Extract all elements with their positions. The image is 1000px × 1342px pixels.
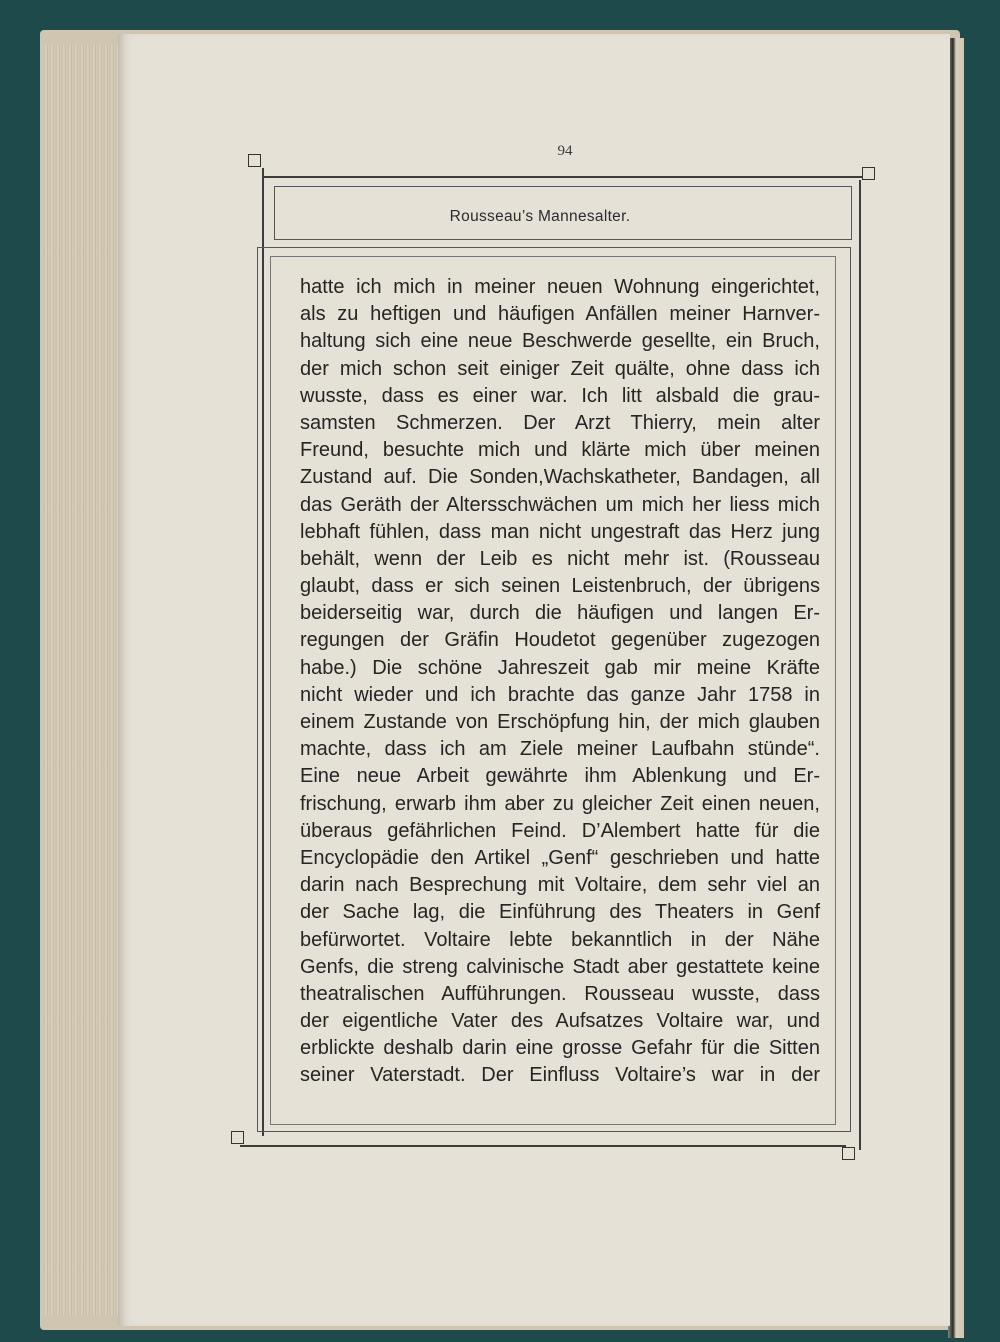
text-line: lebhaft fühlen, dass man nicht ungestraft das Herz jung xyxy=(300,520,820,543)
text-line: als zu heftigen und häufigen Anfällen meiner Harnver- xyxy=(300,303,820,326)
text-line: erblickte deshalb darin eine grosse Gefahr für die Sitten xyxy=(300,1037,820,1060)
text-line: das Geräth der Altersschwächen um mich her liess mich xyxy=(300,493,820,516)
text-line: theatralischen Aufführungen. Rousseau wusste, dass xyxy=(300,982,820,1005)
text-line: der eigentliche Vater des Aufsatzes Voltaire war, und xyxy=(300,1010,820,1033)
text-line: befürwortet. Voltaire lebte bekanntlich in der Nähe xyxy=(300,928,820,951)
text-line: überaus gefährlichen Feind. D’Alembert hatte für die xyxy=(300,819,820,842)
text-line: Encyclopädie den Artikel „Genf“ geschrieben und hatte xyxy=(300,846,820,869)
text-line: behält, wenn der Leib es nicht mehr ist. (Rousseau xyxy=(300,547,820,570)
text-line: haltung sich eine neue Beschwerde gesellte, ein Bruch, xyxy=(300,330,820,353)
frame-top-rule xyxy=(262,176,868,178)
corner-ornament-bottom-right xyxy=(842,1147,855,1160)
text-line: Genfs, die streng calvinische Stadt aber gestattete keine xyxy=(300,955,820,978)
text-line: beiderseitig war, durch die häufigen und langen Er- xyxy=(300,602,820,625)
corner-ornament-bottom-left xyxy=(231,1131,244,1144)
text-line: hatte ich mich in meiner neuen Wohnung eingerichtet, xyxy=(300,276,820,298)
text-line: wusste, dass es einer war. Ich litt alsbald die grau- xyxy=(300,384,820,407)
facing-page-edge xyxy=(948,38,964,1338)
text-line: der Sache lag, die Einführung des Theaters in Genf xyxy=(300,901,820,924)
text-line: glaubt, dass er sich seinen Leistenbruch, der übrigens xyxy=(300,575,820,598)
text-line: machte, dass ich am Ziele meiner Laufbahn stünde“. xyxy=(300,738,820,761)
text-line: einem Zustande von Erschöpfung hin, der mich glauben xyxy=(300,711,820,733)
text-line: darin nach Besprechung mit Voltaire, dem sehr viel an xyxy=(300,874,820,897)
text-line: Zustand auf. Die Sonden,Wachskatheter, Bandagen, all xyxy=(300,466,820,489)
running-header: Rousseau’s Mannesalter. xyxy=(449,208,631,225)
text-line: samsten Schmerzen. Der Arzt Thierry, mein alter xyxy=(300,411,820,434)
text-line: habe.) Die schöne Jahreszeit gab mir meine Kräfte xyxy=(300,656,820,679)
page-edges xyxy=(42,45,120,1315)
frame-right-rule xyxy=(859,180,861,1150)
corner-ornament-top-left xyxy=(248,154,261,167)
text-line: Freund, besuchte mich und klärte mich über meinen xyxy=(300,439,820,462)
text-line: der mich schon seit einiger Zeit quälte, ohne dass ich xyxy=(300,357,820,380)
text-line: regungen der Gräfin Houdetot gegenüber zugezogen xyxy=(300,629,820,652)
frame-bottom-rule xyxy=(240,1145,846,1147)
text-line: Eine neue Arbeit gewährte ihm Ablenkung und Er- xyxy=(300,765,820,788)
text-line: nicht wieder und ich brachte das ganze Jahr 1758 in xyxy=(300,683,820,706)
corner-ornament-top-right xyxy=(862,167,875,180)
text-line: frischung, erwarb ihm aber zu gleicher Zeit einen neuen, xyxy=(300,792,820,815)
body-text xyxy=(300,274,820,1090)
page-number: 94 xyxy=(557,143,573,159)
text-line: seiner Vaterstadt. Der Einfluss Voltaire’s war in der xyxy=(300,1064,820,1087)
